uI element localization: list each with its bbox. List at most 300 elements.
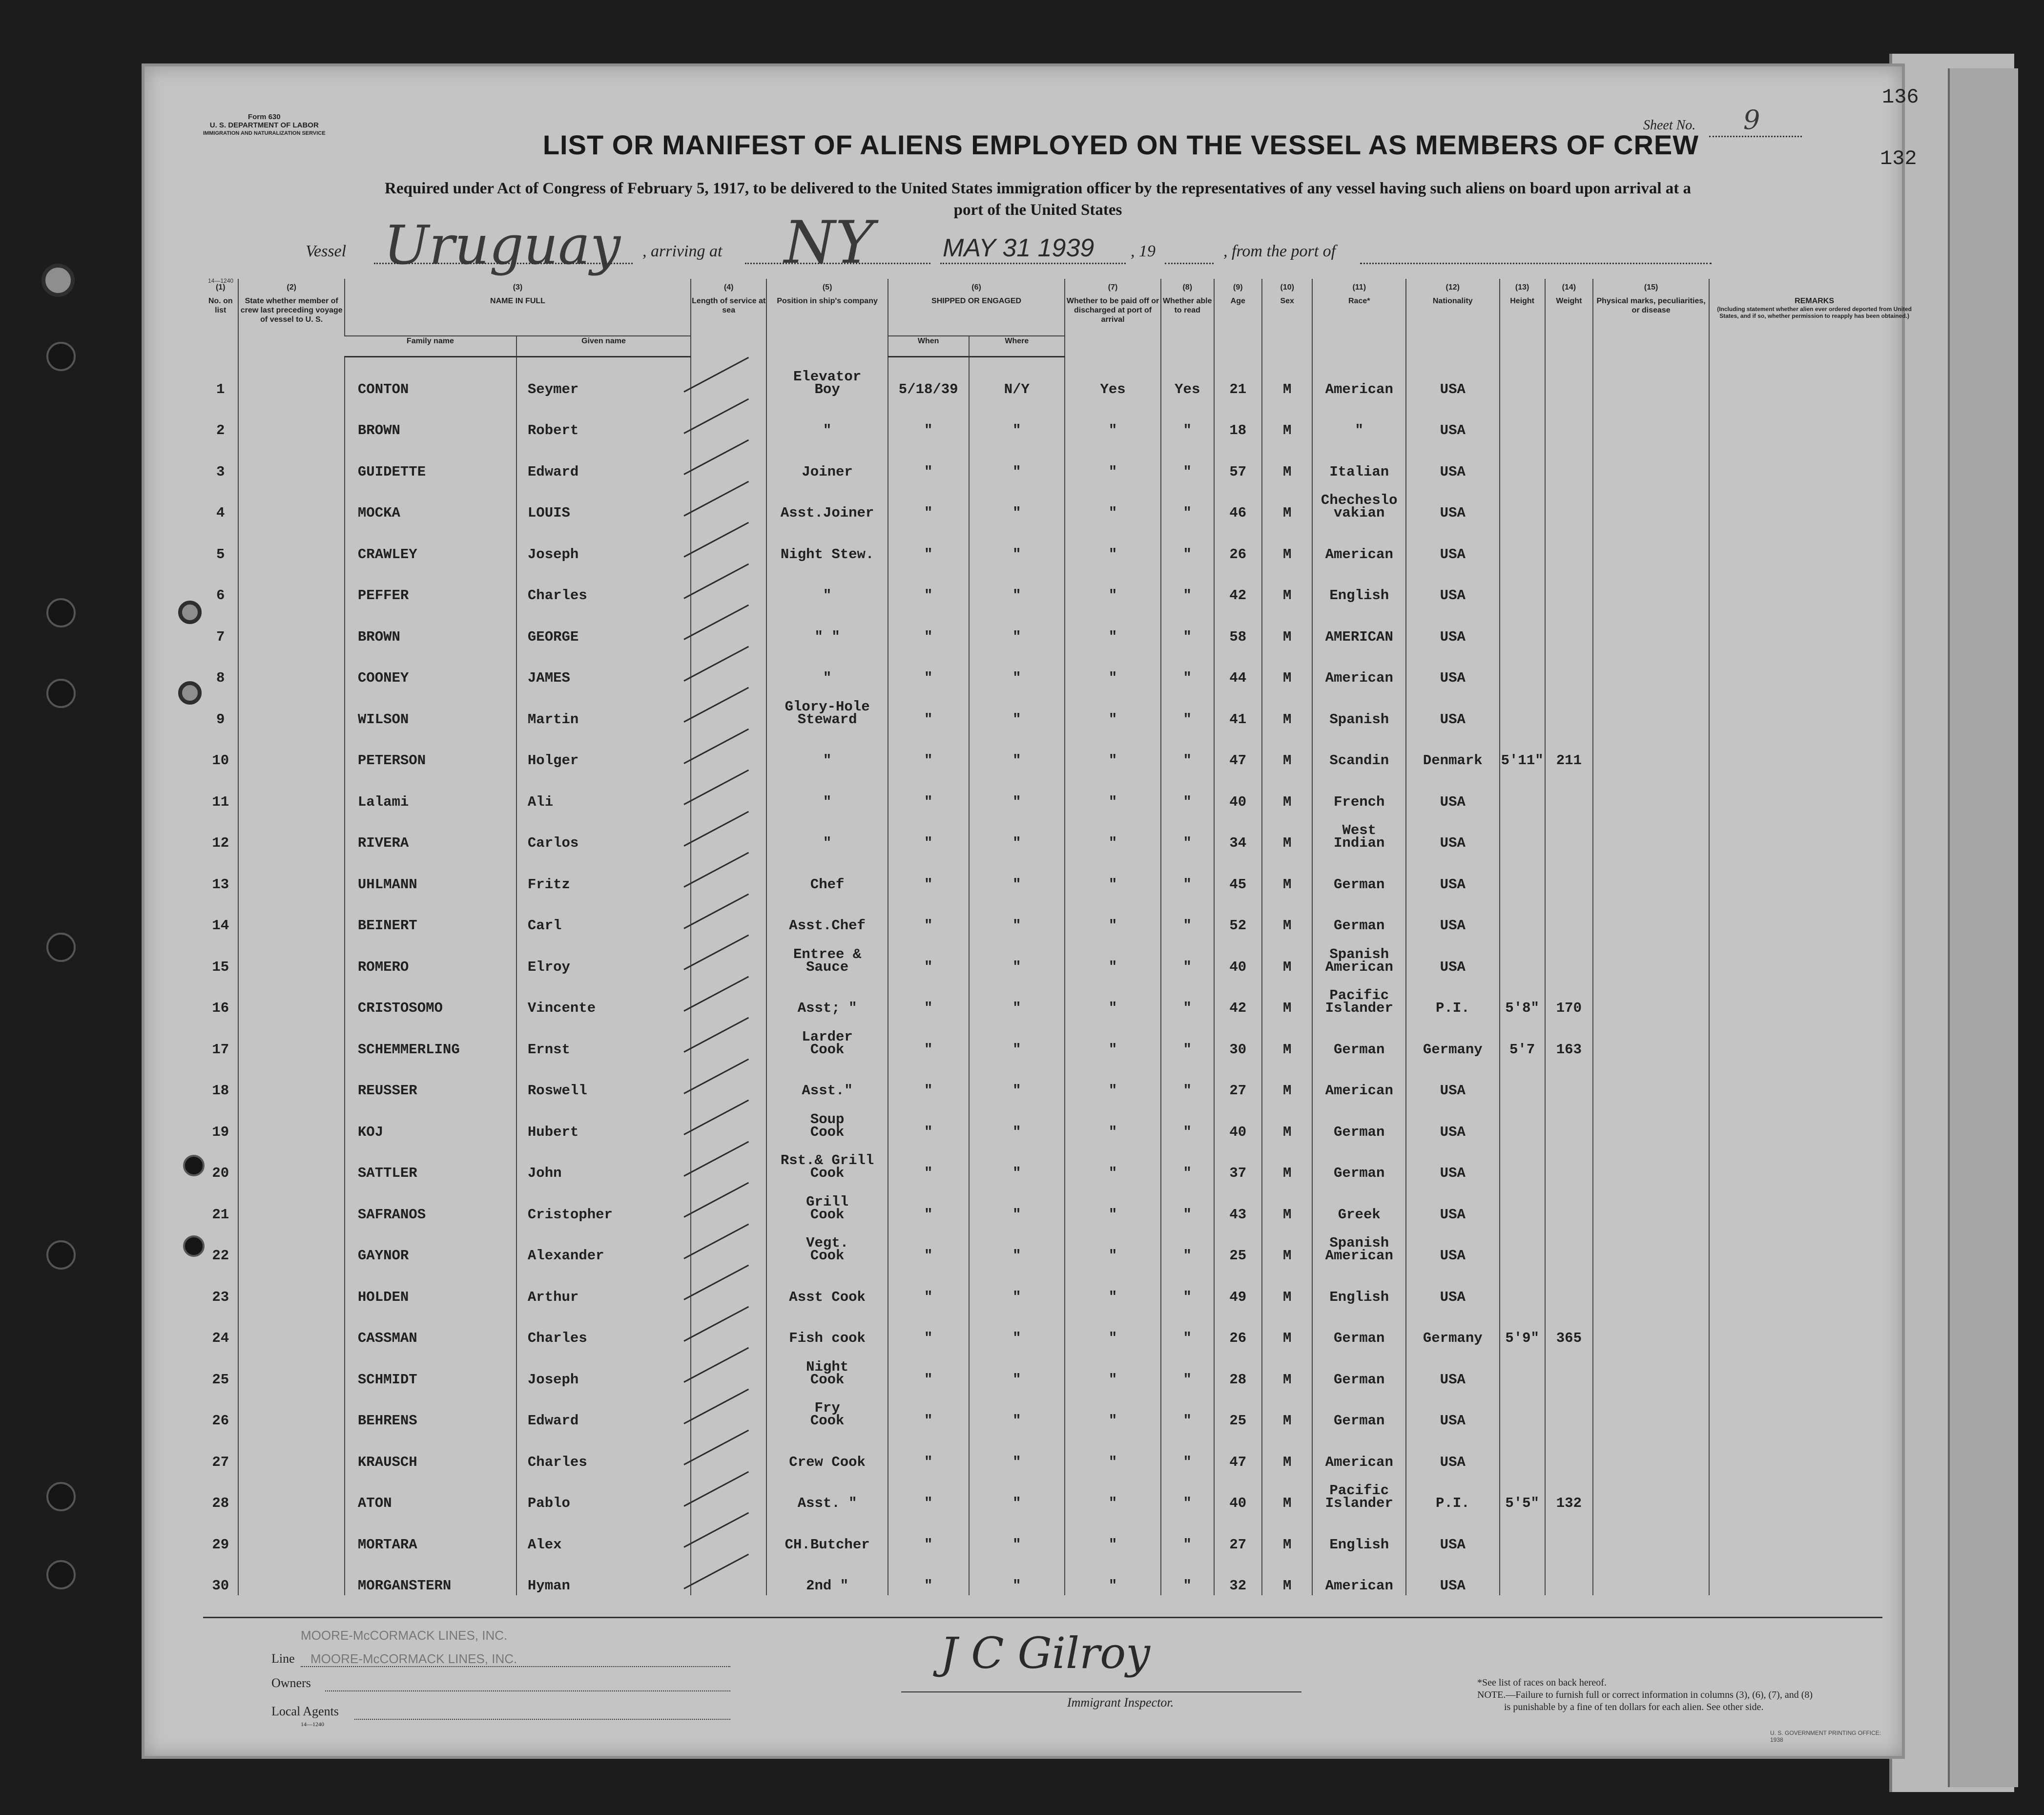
position-value: Asst.Chef <box>789 918 866 934</box>
cell-given-name <box>516 1183 691 1224</box>
given-name-value: Carl <box>527 918 562 934</box>
cell-length-of-service <box>691 440 766 481</box>
colnum: (6) <box>888 279 1065 296</box>
cell-shipped-when <box>888 977 969 1018</box>
cell-paid-off <box>1065 1348 1161 1389</box>
cell-family-name <box>345 1265 516 1307</box>
sex-value: M <box>1283 1413 1292 1429</box>
cell-age <box>1214 1100 1262 1142</box>
table-row <box>203 812 1919 853</box>
shipped-where-value: " <box>1012 1578 1021 1594</box>
cell-age <box>1214 812 1262 853</box>
nationality-value: USA <box>1440 587 1466 604</box>
cell-age <box>1214 1059 1262 1101</box>
cell-family-name <box>345 935 516 977</box>
cell-last-voyage <box>238 564 344 605</box>
cell-shipped-where <box>969 853 1065 894</box>
cell-shipped-where <box>969 1513 1065 1554</box>
cell-position <box>766 1307 888 1348</box>
cell-length-of-service <box>691 1224 766 1266</box>
table-row <box>203 1224 1919 1266</box>
cell-paid-off <box>1065 399 1161 440</box>
shipped-when-value: 5/18/39 <box>898 381 958 397</box>
cell-position <box>766 1018 888 1059</box>
cell-shipped-where <box>969 1224 1065 1266</box>
cell-shipped-when <box>888 481 969 523</box>
shipped-when-value: " <box>924 959 933 975</box>
position-value: Fry Cook <box>810 1400 845 1429</box>
cell-given-name <box>516 1018 691 1059</box>
shipped-when-value: " <box>924 752 933 769</box>
position-value: Glory-Hole Steward <box>785 698 870 728</box>
position-value: Chef <box>810 876 845 893</box>
paid-off-value: " <box>1108 1454 1117 1470</box>
row-number-value: 14 <box>212 918 229 934</box>
cell-sex <box>1262 977 1313 1018</box>
sex-value: M <box>1283 1000 1292 1016</box>
cell-race <box>1312 812 1406 853</box>
cell-weight <box>1545 1348 1593 1389</box>
line-company-stamp-2: MOORE-McCORMACK LINES, INC. <box>310 1651 517 1666</box>
sex-value: M <box>1283 422 1292 438</box>
cell-last-voyage <box>238 1430 344 1472</box>
cell-remarks <box>1709 729 1919 771</box>
cell-age <box>1214 399 1262 440</box>
cell-able-to-read <box>1161 481 1214 523</box>
cell-length-of-service <box>691 647 766 688</box>
position-value: Asst." <box>802 1083 853 1099</box>
cell-physical-marks <box>1593 481 1709 523</box>
row-number-value: 8 <box>216 670 225 686</box>
table-row <box>203 522 1919 564</box>
sheet-label: Sheet No. <box>1643 118 1696 133</box>
cell-sex <box>1262 399 1313 440</box>
paid-off-value: " <box>1108 1330 1117 1346</box>
cell-nationality <box>1406 853 1500 894</box>
table-row <box>203 1348 1919 1389</box>
cell-physical-marks <box>1593 1513 1709 1554</box>
row-number-value: 13 <box>212 876 229 893</box>
cell-last-voyage <box>238 1142 344 1183</box>
cell-shipped-when <box>888 399 969 440</box>
height-value: 5'5" <box>1505 1495 1539 1511</box>
cell-able-to-read <box>1161 1059 1214 1101</box>
cell-race <box>1312 977 1406 1018</box>
height-value: 5'8" <box>1505 1000 1539 1016</box>
cell-physical-marks <box>1593 1059 1709 1101</box>
age-value: 25 <box>1229 1413 1247 1429</box>
sex-value: M <box>1283 1083 1292 1099</box>
age-value: 26 <box>1229 546 1247 563</box>
shipped-when-value: " <box>924 793 933 810</box>
cell-sex <box>1262 1554 1313 1596</box>
family-name-value: BEHRENS <box>357 1413 417 1429</box>
cell-nationality <box>1406 1265 1500 1307</box>
cell-height <box>1500 440 1545 481</box>
cell-row-number <box>203 1513 238 1554</box>
cell-height <box>1500 1307 1545 1348</box>
cell-nationality <box>1406 894 1500 936</box>
cell-age <box>1214 1513 1262 1554</box>
paid-off-value: " <box>1108 711 1117 728</box>
nationality-value: USA <box>1440 670 1466 686</box>
able-to-read-value: " <box>1183 1206 1192 1223</box>
position-value: Fish cook <box>789 1330 866 1346</box>
race-value: German <box>1334 1371 1385 1388</box>
cell-sex <box>1262 853 1313 894</box>
cell-position <box>766 1183 888 1224</box>
shipped-when-value: " <box>924 587 933 604</box>
cell-remarks <box>1709 1513 1919 1554</box>
cell-shipped-where <box>969 812 1065 853</box>
age-value: 28 <box>1229 1371 1247 1388</box>
given-name-value: Cristopher <box>527 1206 613 1223</box>
cell-row-number <box>203 729 238 771</box>
height-value: 5'9" <box>1505 1330 1539 1346</box>
cell-position <box>766 1142 888 1183</box>
cell-sex <box>1262 1142 1313 1183</box>
colnum: (14) <box>1545 279 1593 296</box>
cell-length-of-service <box>691 935 766 977</box>
cell-race <box>1312 440 1406 481</box>
cell-given-name <box>516 853 691 894</box>
cell-family-name <box>345 1059 516 1101</box>
shipped-where-value: " <box>1012 1124 1021 1140</box>
cell-weight <box>1545 1389 1593 1431</box>
remarks-title: REMARKS <box>1795 297 1835 305</box>
nationality-value: Germany <box>1423 1330 1483 1346</box>
weight-value: 163 <box>1556 1041 1582 1058</box>
cell-remarks <box>1709 1348 1919 1389</box>
cell-sex <box>1262 440 1313 481</box>
family-name-value: BROWN <box>357 628 400 645</box>
row-number-value: 9 <box>216 711 225 728</box>
shipped-when-value: " <box>924 546 933 563</box>
shipped-when-value: " <box>924 1124 933 1140</box>
cell-shipped-when <box>888 647 969 688</box>
sex-value: M <box>1283 1495 1292 1511</box>
able-to-read-value: " <box>1183 463 1192 480</box>
shipped-when-value: " <box>924 1578 933 1594</box>
cell-last-voyage <box>238 1265 344 1307</box>
cell-sex <box>1262 647 1313 688</box>
cell-family-name <box>345 357 516 399</box>
sex-value: M <box>1283 1536 1292 1553</box>
cell-row-number <box>203 399 238 440</box>
age-value: 49 <box>1229 1289 1247 1305</box>
cell-physical-marks <box>1593 1554 1709 1596</box>
shipped-where-value: " <box>1012 1495 1021 1511</box>
sex-value: M <box>1283 1289 1292 1305</box>
underlying-page-stamp: 136 <box>1882 85 1919 109</box>
cell-nationality <box>1406 935 1500 977</box>
position-value: Joiner <box>802 463 853 480</box>
header-age: Age <box>1214 296 1262 357</box>
able-to-read-value: " <box>1183 505 1192 521</box>
cell-paid-off <box>1065 440 1161 481</box>
age-value: 52 <box>1229 918 1247 934</box>
cell-sex <box>1262 1265 1313 1307</box>
cell-given-name <box>516 1513 691 1554</box>
cell-physical-marks <box>1593 812 1709 853</box>
cell-given-name <box>516 481 691 523</box>
position-value: " <box>823 587 832 604</box>
cell-given-name <box>516 1430 691 1472</box>
position-value: " <box>823 422 832 438</box>
position-value: Asst. " <box>797 1495 857 1511</box>
cell-last-voyage <box>238 1059 344 1101</box>
from-port-label: , from the port of <box>1223 242 1336 260</box>
inspector-signature: J C Gilroy <box>940 1628 1150 1678</box>
department-name: U. S. DEPARTMENT OF LABOR <box>209 121 319 129</box>
family-name-value: KRAUSCH <box>357 1454 417 1470</box>
punch-hole <box>46 933 76 962</box>
race-value: German <box>1334 1041 1385 1058</box>
age-value: 27 <box>1229 1083 1247 1099</box>
paid-off-value: " <box>1108 628 1117 645</box>
able-to-read-value: " <box>1183 1578 1192 1594</box>
cell-last-voyage <box>238 812 344 853</box>
nationality-value: USA <box>1440 422 1466 438</box>
cell-able-to-read <box>1161 1348 1214 1389</box>
cell-race <box>1312 522 1406 564</box>
cell-nationality <box>1406 357 1500 399</box>
cell-sex <box>1262 1059 1313 1101</box>
able-to-read-value: " <box>1183 959 1192 975</box>
shipped-where-value: " <box>1012 546 1021 563</box>
cell-height <box>1500 647 1545 688</box>
arriving-port: NY <box>784 209 874 277</box>
cell-race <box>1312 1430 1406 1472</box>
position-value: Vegt. Cook <box>806 1235 849 1264</box>
shipped-where-value: " <box>1012 1330 1021 1346</box>
cell-weight <box>1545 1018 1593 1059</box>
cell-shipped-when <box>888 894 969 936</box>
age-value: 42 <box>1229 587 1247 604</box>
cell-able-to-read <box>1161 564 1214 605</box>
cell-nationality <box>1406 481 1500 523</box>
cell-physical-marks <box>1593 1183 1709 1224</box>
cell-race <box>1312 1265 1406 1307</box>
year-label: , 19 <box>1131 242 1156 260</box>
position-value: " <box>823 835 832 851</box>
cell-paid-off <box>1065 853 1161 894</box>
cell-paid-off <box>1065 977 1161 1018</box>
vessel-label: Vessel <box>306 242 347 260</box>
cell-race <box>1312 647 1406 688</box>
cell-family-name <box>345 1430 516 1472</box>
paid-off-value: " <box>1108 959 1117 975</box>
header-physical-marks: Physical marks, peculiarities, or disease <box>1593 296 1709 357</box>
cell-position <box>766 1389 888 1431</box>
sex-value: M <box>1283 835 1292 851</box>
position-value: CH.Butcher <box>785 1536 870 1553</box>
age-value: 58 <box>1229 628 1247 645</box>
cell-shipped-when <box>888 1142 969 1183</box>
cell-row-number <box>203 522 238 564</box>
cell-position <box>766 1224 888 1266</box>
cell-nationality <box>1406 440 1500 481</box>
header-name-in-full: NAME IN FULL <box>345 296 691 336</box>
crew-manifest-table <box>203 279 1919 1595</box>
cell-last-voyage <box>238 1224 344 1266</box>
paid-off-value: " <box>1108 1124 1117 1140</box>
cell-shipped-when <box>888 1265 969 1307</box>
able-to-read-value: " <box>1183 422 1192 438</box>
cell-paid-off <box>1065 770 1161 812</box>
cell-weight <box>1545 1472 1593 1513</box>
page-stamp: 132 <box>1880 147 1917 170</box>
given-name-value: Elroy <box>527 959 570 975</box>
able-to-read-value: " <box>1183 1248 1192 1264</box>
cell-nationality <box>1406 605 1500 647</box>
able-to-read-value: " <box>1183 876 1192 893</box>
cell-last-voyage <box>238 935 344 977</box>
cell-age <box>1214 1142 1262 1183</box>
shipped-when-value: " <box>924 1413 933 1429</box>
arrival-date-stamp: MAY 31 1939 <box>943 234 1094 262</box>
table-row <box>203 1142 1919 1183</box>
cell-given-name <box>516 1100 691 1142</box>
sheet-number: 9 <box>1743 104 1760 135</box>
nationality-value: USA <box>1440 1371 1466 1388</box>
cell-nationality <box>1406 1430 1500 1472</box>
cell-paid-off <box>1065 1472 1161 1513</box>
colnum: (8) <box>1161 279 1214 296</box>
nationality-value: USA <box>1440 1083 1466 1099</box>
cell-position <box>766 853 888 894</box>
sex-value: M <box>1283 1330 1292 1346</box>
nationality-value: USA <box>1440 1536 1466 1553</box>
cell-shipped-where <box>969 647 1065 688</box>
cell-given-name <box>516 894 691 936</box>
paid-off-value: " <box>1108 876 1117 893</box>
sex-value: M <box>1283 711 1292 728</box>
cell-age <box>1214 770 1262 812</box>
cell-row-number <box>203 647 238 688</box>
cell-remarks <box>1709 770 1919 812</box>
cell-length-of-service <box>691 522 766 564</box>
shipped-when-value: " <box>924 1083 933 1099</box>
row-number-value: 25 <box>212 1371 229 1388</box>
local-agents-field <box>354 1719 730 1720</box>
given-name-value: Ali <box>527 793 554 810</box>
row-number-value: 29 <box>212 1536 229 1553</box>
able-to-read-value: " <box>1183 587 1192 604</box>
cell-race <box>1312 688 1406 729</box>
cell-remarks <box>1709 1389 1919 1431</box>
shipped-where-value: " <box>1012 1454 1021 1470</box>
cell-race <box>1312 1183 1406 1224</box>
cell-remarks <box>1709 812 1919 853</box>
cell-last-voyage <box>238 688 344 729</box>
cell-nationality <box>1406 1389 1500 1431</box>
table-row <box>203 977 1919 1018</box>
cell-given-name <box>516 522 691 564</box>
cell-row-number <box>203 1018 238 1059</box>
cell-age <box>1214 1224 1262 1266</box>
sex-value: M <box>1283 670 1292 686</box>
cell-shipped-when <box>888 564 969 605</box>
cell-able-to-read <box>1161 1430 1214 1472</box>
cell-nationality <box>1406 647 1500 688</box>
cell-paid-off <box>1065 647 1161 688</box>
crew-rows <box>203 357 1919 1596</box>
cell-last-voyage <box>238 605 344 647</box>
age-value: 30 <box>1229 1041 1247 1058</box>
cell-family-name <box>345 481 516 523</box>
sex-value: M <box>1283 793 1292 810</box>
cell-row-number <box>203 564 238 605</box>
cell-age <box>1214 894 1262 936</box>
cell-family-name <box>345 894 516 936</box>
punch-hole <box>183 1155 205 1176</box>
cell-length-of-service <box>691 853 766 894</box>
age-value: 32 <box>1229 1578 1247 1594</box>
cell-length-of-service <box>691 1307 766 1348</box>
weight-value: 132 <box>1556 1495 1582 1511</box>
paid-off-value: " <box>1108 1083 1117 1099</box>
age-value: 45 <box>1229 876 1247 893</box>
cell-shipped-where <box>969 770 1065 812</box>
cell-family-name <box>345 1554 516 1596</box>
punch-hole <box>46 1560 76 1589</box>
family-name-value: BROWN <box>357 422 400 438</box>
family-name-value: HOLDEN <box>357 1289 409 1305</box>
paid-off-value: " <box>1108 546 1117 563</box>
punch-hole <box>46 1240 76 1270</box>
header-nationality: Nationality <box>1406 296 1500 357</box>
shipped-where-value: " <box>1012 918 1021 934</box>
cell-shipped-when <box>888 935 969 977</box>
cell-able-to-read <box>1161 1265 1214 1307</box>
cell-race <box>1312 894 1406 936</box>
shipped-where-value: " <box>1012 587 1021 604</box>
cell-physical-marks <box>1593 1348 1709 1389</box>
line-field <box>301 1666 730 1667</box>
cell-race <box>1312 1389 1406 1431</box>
cell-shipped-where <box>969 357 1065 399</box>
nationality-value: USA <box>1440 835 1466 851</box>
cell-given-name <box>516 1472 691 1513</box>
cell-able-to-read <box>1161 1100 1214 1142</box>
cell-height <box>1500 1100 1545 1142</box>
form-number: Form 630 <box>248 113 281 121</box>
cell-physical-marks <box>1593 647 1709 688</box>
nationality-value: USA <box>1440 711 1466 728</box>
cell-given-name <box>516 729 691 771</box>
header-able-to-read: Whether able to read <box>1161 296 1214 357</box>
nationality-value: USA <box>1440 1206 1466 1223</box>
underlying-page-2 <box>1948 68 2018 1787</box>
cell-age <box>1214 1018 1262 1059</box>
cell-race <box>1312 1059 1406 1101</box>
cell-family-name <box>345 564 516 605</box>
cell-race <box>1312 853 1406 894</box>
cell-remarks <box>1709 440 1919 481</box>
colnum: (10) <box>1262 279 1313 296</box>
punch-hole <box>46 679 76 708</box>
cell-given-name <box>516 399 691 440</box>
family-name-value: CONTON <box>357 381 409 397</box>
cell-nationality <box>1406 1059 1500 1101</box>
paid-off-value: " <box>1108 1413 1117 1429</box>
cell-age <box>1214 1183 1262 1224</box>
cell-row-number <box>203 977 238 1018</box>
sex-value: M <box>1283 587 1292 604</box>
age-value: 34 <box>1229 835 1247 851</box>
cell-weight <box>1545 729 1593 771</box>
